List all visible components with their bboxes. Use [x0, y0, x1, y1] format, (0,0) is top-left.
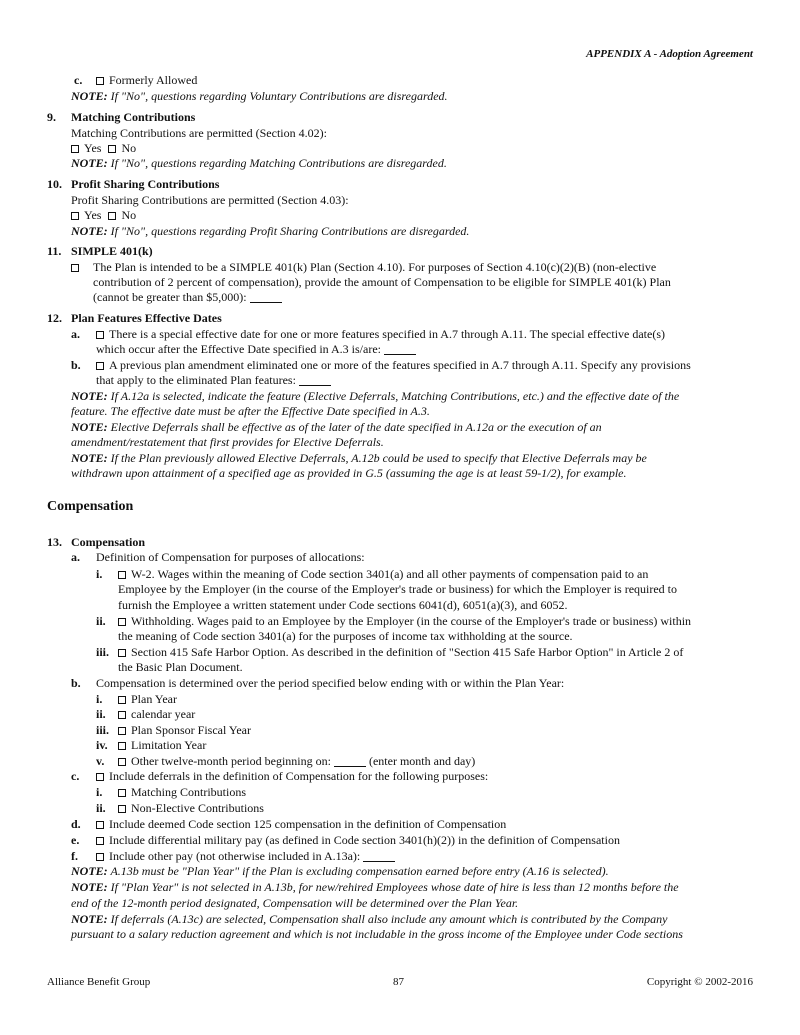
- no-label: No: [121, 141, 137, 155]
- text: Other twelve-month period beginning on:: [131, 754, 331, 768]
- note-12-3-line-1: [71, 451, 647, 466]
- text: which occur after the Effective Date specified in A.3 is/are:: [96, 342, 381, 356]
- text: Include deemed Code section 125 compensation in the definition of Compensation: [109, 817, 507, 831]
- item-12a-text-2: [96, 342, 416, 357]
- section-9-options: [71, 141, 136, 156]
- checkbox-icon[interactable]: [96, 821, 104, 829]
- text: that apply to the eliminated Plan features:: [96, 373, 296, 387]
- note-label: NOTE:: [71, 89, 108, 103]
- option-limitation-year[interactable]: [118, 738, 206, 753]
- checkbox-icon[interactable]: [96, 362, 104, 370]
- item-13c-ii-label: ii.: [96, 801, 106, 815]
- checkbox-icon[interactable]: [96, 77, 104, 85]
- note-text: If the Plan previously allowed Elective Deferrals, A.12b could be used to specify that Elective Deferrals may be: [110, 451, 647, 465]
- compensation-section-heading: Compensation: [47, 499, 134, 514]
- item-12b-label: b.: [71, 358, 81, 372]
- item-13f-text[interactable]: [96, 849, 395, 864]
- item-13d-label: d.: [71, 817, 81, 831]
- item-13a-ii-label: ii.: [96, 614, 106, 628]
- note-label: NOTE:: [71, 912, 108, 926]
- note-13-3-line-1: [71, 912, 667, 927]
- note-13-2-line-2: end of the 12-month period designated, Compensation will be determined over the Plan Year.: [71, 896, 519, 910]
- note-profit-sharing: [71, 224, 469, 239]
- note-12-1-line-1: [71, 389, 679, 404]
- note-label: NOTE:: [71, 420, 108, 434]
- simple-401k-checkbox[interactable]: [71, 260, 84, 275]
- section-11-text-1: The Plan is intended to be a SIMPLE 401(k) Plan (Section 4.10). For purposes of Section 4.10(c)(2)(B) (non-elective: [93, 260, 657, 274]
- option-other-period[interactable]: [118, 754, 475, 769]
- section-10-options: [71, 208, 136, 223]
- checkbox-icon[interactable]: [108, 212, 116, 220]
- section-10-title: Profit Sharing Contributions: [71, 177, 220, 191]
- item-12a-text-1[interactable]: [96, 327, 665, 342]
- section-13-number: 13.: [47, 535, 62, 549]
- note-label: NOTE:: [71, 156, 108, 170]
- footer-copyright: Copyright © 2002-2016: [646, 976, 753, 988]
- note-voluntary: [71, 89, 448, 104]
- item-12b-text-2: [96, 373, 331, 388]
- item-13a-i-label: i.: [96, 567, 103, 581]
- section-12-number: 12.: [47, 311, 62, 325]
- item-12b-text-1[interactable]: [96, 358, 691, 373]
- text: Non-Elective Contributions: [131, 801, 264, 815]
- checkbox-icon[interactable]: [108, 145, 116, 153]
- formerly-allowed-option[interactable]: [96, 73, 197, 88]
- item-13f-label: f.: [71, 849, 78, 863]
- item-13b-label: b.: [71, 676, 81, 690]
- item-13a-i-text-3: furnish the Employee a written statement under Code sections 6041(d), 6051(a)(3), and 6052.: [118, 598, 568, 612]
- note-12-2-line-1: [71, 420, 602, 435]
- note-13-3-line-2: pursuant to a salary reduction agreement and which is not includable in the gross income of the Employee under Code sections: [71, 927, 683, 941]
- page-header-title: APPENDIX A - Adoption Agreement: [586, 48, 753, 60]
- footer-company: Alliance Benefit Group: [47, 976, 151, 988]
- text: W-2. Wages within the meaning of Code section 3401(a) and all other payments of compensation paid to an: [131, 567, 649, 581]
- item-13b-ii-label: ii.: [96, 707, 106, 721]
- option-calendar-year[interactable]: [118, 707, 195, 722]
- text: There is a special effective date for one or more features specified in A.7 through A.11. The special effective date(s): [109, 327, 665, 341]
- checkbox-icon[interactable]: [118, 618, 126, 626]
- option-matching-contributions[interactable]: [118, 785, 246, 800]
- item-13a-iii-text-1[interactable]: [118, 645, 683, 660]
- text: calendar year: [131, 707, 196, 721]
- option-non-elective-contributions[interactable]: [118, 801, 264, 816]
- item-13a-ii-text-1[interactable]: [118, 614, 691, 629]
- note-label: NOTE:: [71, 864, 108, 878]
- note-label: NOTE:: [71, 224, 108, 238]
- note-text: If "No", questions regarding Matching Contributions are disregarded.: [110, 156, 447, 170]
- checkbox-icon[interactable]: [118, 571, 126, 579]
- item-13d-text[interactable]: [96, 817, 506, 832]
- checkbox-icon[interactable]: [118, 711, 126, 719]
- note-12-1-line-2: feature. The effective date must be after the Effective Date specified in A.3.: [71, 404, 430, 418]
- note-text: If "No", questions regarding Voluntary Contributions are disregarded.: [110, 89, 448, 103]
- footer-page-number: 87: [393, 976, 404, 988]
- checkbox-icon[interactable]: [71, 264, 79, 272]
- text: Include other pay (not otherwise included in A.13a):: [109, 849, 361, 863]
- text: A previous plan amendment eliminated one or more of the features specified in A.7 through A.11. Specify any provisions: [109, 358, 691, 372]
- note-12-2-line-2: amendment/restatement that first provides for Elective Deferrals.: [71, 435, 384, 449]
- item-13a-i-text-2: Employee by the Employer (in the course of the Employer's trade or business) for which the Employer is required to: [118, 582, 678, 596]
- note-text: If "Plan Year" is not selected in A.13b, for new/rehired Employees whose date of hire is less than 12 months before the: [110, 880, 679, 894]
- section-10-number: 10.: [47, 177, 62, 191]
- section-9-number: 9.: [47, 110, 56, 124]
- checkbox-icon[interactable]: [118, 727, 126, 735]
- section-9-desc: Matching Contributions are permitted (Section 4.02):: [71, 126, 327, 140]
- checkbox-icon[interactable]: [118, 758, 126, 766]
- checkbox-icon[interactable]: [118, 649, 126, 657]
- item-13b-iv-label: iv.: [96, 738, 108, 752]
- checkbox-icon[interactable]: [96, 331, 104, 339]
- note-matching: [71, 156, 447, 171]
- section-9-title: Matching Contributions: [71, 110, 196, 124]
- text: Section 415 Safe Harbor Option. As described in the definition of "Section 415 Safe Harbor Option" in Article 2 of: [131, 645, 684, 659]
- checkbox-icon[interactable]: [96, 837, 104, 845]
- text: Withholding. Wages paid to an Employee by the Employer (in the course of the Employer's trade or business) within: [131, 614, 692, 628]
- note-13-1: [71, 864, 609, 879]
- item-13e-text[interactable]: [96, 833, 620, 848]
- item-label: c.: [74, 73, 83, 87]
- section-10-desc: Profit Sharing Contributions are permitted (Section 4.03):: [71, 193, 349, 207]
- item-c-label: [74, 73, 82, 88]
- note-text: Elective Deferrals shall be effective as of the later of the date specified in A.12a or the execution of an: [110, 420, 602, 434]
- note-label: NOTE:: [71, 389, 108, 403]
- note-12-3-line-2: withdrawn upon attainment of a specified age as provided in G.5 (assuming the age is at least 59-1/2), for example.: [71, 466, 627, 480]
- item-13a-ii-text-2: the meaning of Code section 3401(a) for the purposes of income tax withholding at the source.: [118, 629, 573, 643]
- text: Limitation Year: [131, 738, 207, 752]
- option-fiscal-year[interactable]: [118, 723, 251, 738]
- checkbox-icon[interactable]: [118, 696, 126, 704]
- text: Matching Contributions: [131, 785, 246, 799]
- item-13e-label: e.: [71, 833, 80, 847]
- text: (cannot be greater than $5,000):: [93, 290, 247, 304]
- section-11-number: 11.: [47, 244, 62, 258]
- item-13a-iii-text-2: the Basic Plan Document.: [118, 660, 243, 674]
- item-13c-i-label: i.: [96, 785, 103, 799]
- date-blank[interactable]: [384, 344, 416, 355]
- checkbox-icon[interactable]: [118, 742, 126, 750]
- item-12a-label: a.: [71, 327, 80, 341]
- text: (enter month and day): [368, 754, 476, 768]
- item-13a-label: a.: [71, 550, 80, 564]
- item-13b-iii-label: iii.: [96, 723, 110, 737]
- text: Include differential military pay (as defined in Code section 3401(h)(2)) in the definition of Compensation: [109, 833, 620, 847]
- checkbox-icon[interactable]: [71, 212, 79, 220]
- option-text: Formerly Allowed: [109, 73, 198, 87]
- item-13b-i-label: i.: [96, 692, 103, 706]
- text: Plan Year: [131, 692, 178, 706]
- section-11-text-2: contribution of 2 percent of compensation), provide the amount of Compensation to be eligible for SIMPLE 401(k) Plan: [93, 275, 671, 289]
- provisions-blank[interactable]: [299, 375, 331, 386]
- item-13c-text[interactable]: [96, 769, 488, 784]
- section-13-title: Compensation: [71, 535, 146, 549]
- section-11-text-3: [93, 290, 282, 305]
- option-plan-year[interactable]: [118, 692, 177, 707]
- item-13a-iii-label: iii.: [96, 645, 110, 659]
- item-13a-text: Definition of Compensation for purposes of allocations:: [96, 550, 365, 564]
- note-13-2-line-1: [71, 880, 679, 895]
- text: Include deferrals in the definition of Compensation for the following purposes:: [109, 769, 489, 783]
- note-text: If deferrals (A.13c) are selected, Compensation shall also include any amount which is contributed by the Company: [110, 912, 668, 926]
- yes-label: Yes: [84, 208, 102, 222]
- note-label: NOTE:: [71, 880, 108, 894]
- section-12-title: Plan Features Effective Dates: [71, 311, 222, 325]
- amount-blank[interactable]: [250, 292, 282, 303]
- other-pay-blank[interactable]: [363, 851, 395, 862]
- note-label: NOTE:: [71, 451, 108, 465]
- item-13b-text: Compensation is determined over the period specified below ending with or within the Plan Year:: [96, 676, 565, 690]
- text: Plan Sponsor Fiscal Year: [131, 723, 252, 737]
- note-text: If "No", questions regarding Profit Sharing Contributions are disregarded.: [110, 224, 470, 238]
- item-13b-v-label: v.: [96, 754, 105, 768]
- checkbox-icon[interactable]: [71, 145, 79, 153]
- no-label: No: [121, 208, 137, 222]
- yes-label: Yes: [84, 141, 102, 155]
- note-text: If A.12a is selected, indicate the feature (Elective Deferrals, Matching Contributions, etc.) and the effective date of the: [110, 389, 680, 403]
- month-day-blank[interactable]: [334, 756, 366, 767]
- checkbox-icon[interactable]: [96, 773, 104, 781]
- item-13a-i-text-1[interactable]: [118, 567, 648, 582]
- checkbox-icon[interactable]: [118, 789, 126, 797]
- checkbox-icon[interactable]: [96, 853, 104, 861]
- section-11-title: SIMPLE 401(k): [71, 244, 153, 258]
- note-text: A.13b must be "Plan Year" if the Plan is excluding compensation earned before entry (A.16 is selected).: [110, 864, 609, 878]
- item-13c-label: c.: [71, 769, 80, 783]
- checkbox-icon[interactable]: [118, 805, 126, 813]
